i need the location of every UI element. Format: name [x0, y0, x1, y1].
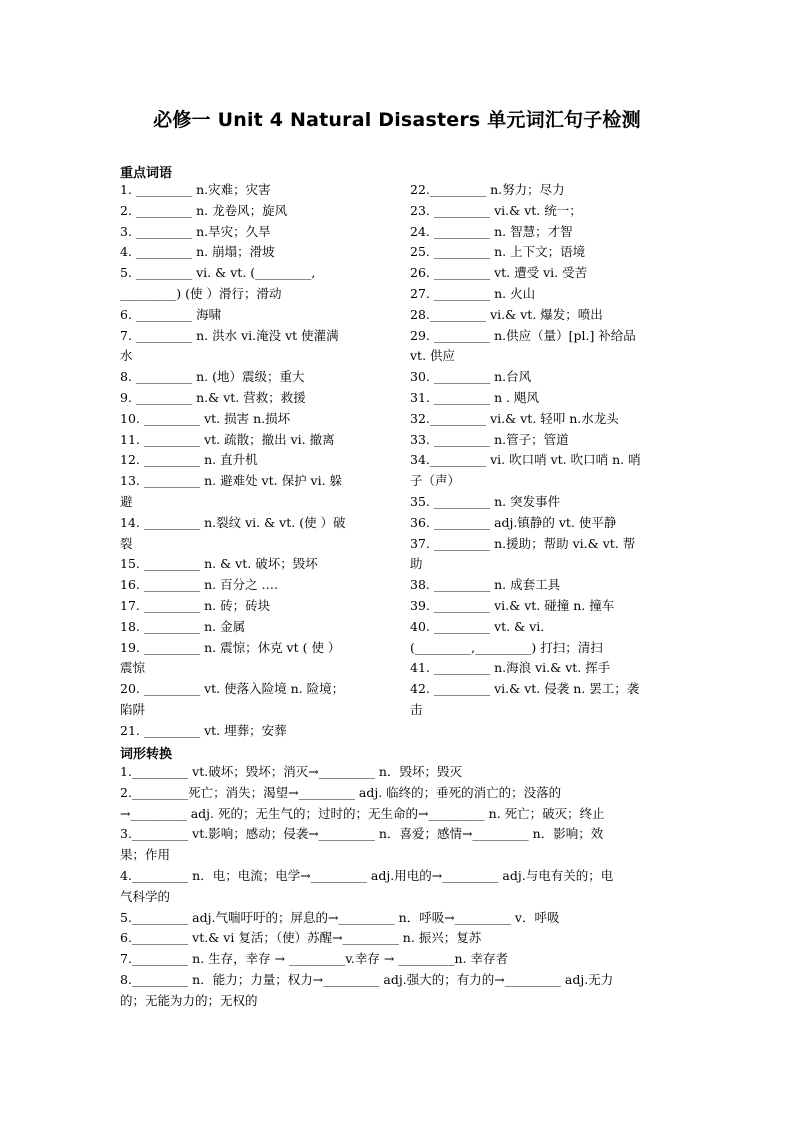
vocab-line: 陷阱 [120, 702, 146, 717]
vocab-line: 11. _________ vt. 疏散；撤出 vi. 撤离 [120, 431, 335, 447]
vocab-line: 1. _________ n.灾难；灾害 [120, 182, 271, 197]
vocab-line: 31. _________ n . 飓风 [410, 390, 540, 405]
vocab-line: 震惊 [120, 660, 146, 676]
vocab-line: 8. _________ n. (地）震级；重大 [120, 369, 305, 385]
vocab-line: 38. _________ n. 成套工具 [410, 577, 561, 593]
vocab-line: 10. _________ vt. 损害 n.损坏 [120, 410, 291, 426]
vocab-line: 40. _________ vt. & vi. [410, 618, 545, 634]
vocab-line: 35. _________ n. 突发事件 [410, 494, 561, 509]
vocab-line: 21. _________ vt. 埋葬；安葬 [120, 722, 287, 738]
vocab-line: 气科学的 [120, 888, 171, 904]
vocab-line: 7. _________ n. 洪水 vi.淹没 vt 使灌满 [120, 327, 339, 343]
vocab-line: 13. _________ n. 避难处 vt. 保护 vi. 躲 [120, 473, 343, 489]
vocab-line: 24. _________ n. 智慧；才智 [410, 223, 573, 239]
vocab-line: 8._________ n．能力；力量；权力→_________ adj.强大的；有力的→_________ adj.无力 [120, 972, 614, 987]
vocab-line: 6._________ vt.& vi 复活；（使）苏醒→_________ n. 振兴；复苏 [120, 930, 482, 946]
vocab-line: 36. _________ adj.镇静的 vt. 使平静 [410, 514, 617, 530]
vocab-line: 20. _________ vt. 使落入险境 n. 险境； [120, 681, 345, 697]
vocab-line: 9. _________ n.& vt. 营救；救援 [120, 390, 306, 405]
vocab-line: 1._________ vt.破坏；毁坏；消灭→_________ n．毁坏；毁灭 [120, 764, 462, 779]
vocab-line: 32._________ vi.& vt. 轻叩 n.水龙头 [410, 410, 619, 426]
vocab-line: 4._________ n．电；电流；电学→_________ adj.用电的→_________ adj.与电有关的；电 [120, 868, 614, 883]
vocab-line: 水 [120, 348, 133, 364]
page-title: 必修一 Unit 4 Natural Disasters 单元词汇句子检测 [153, 109, 641, 131]
vocab-line: 2. _________ n. 龙卷风；旋风 [120, 202, 288, 218]
vocab-line: 5._________ adj.气喘吁吁的；屏息的→_________ n．呼吸→_________ v．呼吸 [120, 909, 560, 925]
section-heading-key-words: 重点词语 [120, 166, 173, 181]
vocab-line: 28._________ vi.& vt. 爆发；喷出 [410, 306, 603, 322]
vocab-line: 的；无能为力的；无权的 [120, 992, 258, 1008]
vocab-line: 6. _________ 海啸 [120, 306, 222, 322]
vocab-line: 30. _________ n.台风 [410, 369, 532, 385]
vocab-line: 助 [410, 556, 423, 572]
vocab-line: 19. _________ n. 震惊；休克 vt ( 使 ） [120, 639, 341, 655]
vocab-line: 42. _________ vi.& vt. 侵袭 n. 罢工；袭 [410, 681, 640, 697]
vocab-line: 41. _________ n.海浪 vi.& vt. 挥手 [410, 660, 611, 676]
section-heading-word-forms: 词形转换 [120, 747, 173, 762]
vocab-line: (_________,_________) 打扫；清扫 [410, 639, 603, 655]
vocab-line: 23. _________ vi.& vt. 统一； [410, 202, 582, 218]
vocab-line: 34._________ vi. 吹口哨 vt. 吹口哨 n. 哨 [410, 452, 641, 468]
vocab-line: 33. _________ n.管子；管道 [410, 431, 569, 447]
vocab-line: 29. _________ n.供应（量）[pl.] 补给品 [410, 327, 636, 343]
vocab-line: 2._________死亡；消失；渴望→_________ adj. 临终的；垂死的消亡的；没落的 [120, 784, 562, 800]
vocab-line: 4. _________ n. 崩塌；滑坡 [120, 244, 275, 260]
vocab-line: 果；作用 [120, 847, 171, 863]
vocab-line: 26. _________ vt. 遭受 vi. 受苦 [410, 265, 588, 281]
vocab-line: 击 [410, 702, 423, 717]
vocab-line: 39. _________ vi.& vt. 碰撞 n. 撞车 [410, 598, 615, 613]
vocab-line: 22._________ n.努力；尽力 [410, 182, 565, 197]
vocab-line: 16. _________ n. 百分之 …. [120, 577, 279, 593]
vocab-line: 3. _________ n.旱灾；久旱 [120, 223, 271, 239]
vocab-line: 3._________ vt.影响；感动；侵袭→_________ n．喜爱；感情→_________ n．影响；效 [120, 826, 604, 842]
vocab-line: 18. _________ n. 金属 [120, 618, 246, 634]
vocab-line: 37. _________ n.援助；帮助 vi.& vt. 帮 [410, 535, 636, 551]
vocab-line: vt. 供应 [410, 348, 456, 364]
vocab-line: 15. _________ n. & vt. 破坏；毁坏 [120, 556, 318, 572]
vocab-line: 子（声） [410, 473, 461, 489]
vocab-line: 27. _________ n. 火山 [410, 286, 536, 301]
vocab-line: 7._________ n. 生存，幸存 → _________v.幸存 → _________n. 幸存者 [120, 951, 509, 967]
vocab-line: 5. _________ vi. & vt. (_________, [120, 265, 316, 281]
vocab-line: 25. _________ n. 上下文；语境 [410, 244, 586, 260]
vocab-line: 裂 [120, 535, 133, 551]
vocab-line: 14. _________ n.裂纹 vi. & vt. (使 ）破 [120, 514, 346, 530]
vocab-line: 避 [120, 494, 133, 509]
vocab-line: _________) (使 ）滑行；滑动 [120, 286, 282, 301]
vocab-line: →_________ adj. 死的；无生气的；过时的；无生命的→_________ n. 死亡；破灭；终止 [120, 805, 605, 821]
vocab-line: 17. _________ n. 砖；砖块 [120, 598, 271, 613]
vocab-line: 12. _________ n. 直升机 [120, 452, 258, 468]
